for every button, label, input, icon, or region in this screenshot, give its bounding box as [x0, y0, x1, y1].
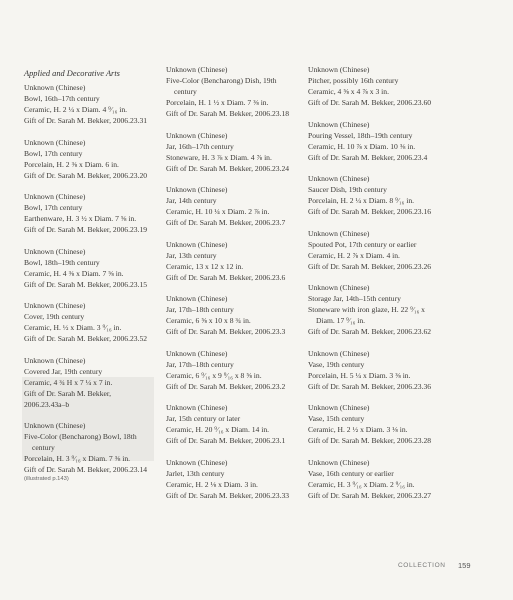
artist-name: Unknown (Chinese)	[308, 283, 370, 292]
catalog-entry	[166, 457, 296, 501]
catalog-entry	[166, 130, 296, 174]
object-title: Five-Color (Bencharong) Bowl, 18th century	[24, 432, 137, 452]
artist-name: Unknown (Chinese)	[166, 185, 228, 194]
credit-line: Gift of Dr. Sarah M. Bekker, 2006.23.33	[166, 490, 290, 500]
credit-line: Gift of Dr. Sarah M. Bekker,	[24, 388, 112, 398]
credit-line: Gift of Dr. Sarah M. Bekker, 2006.23.15	[24, 279, 148, 289]
object-medium-dimensions: Ceramic, 13 x 12 x 12 in.	[166, 261, 244, 271]
catalog-entry	[24, 246, 154, 290]
object-title: Pouring Vessel, 18th–19th century	[308, 130, 413, 140]
object-title: Vase, 16th century or earlier	[308, 468, 394, 478]
catalog-entry	[24, 82, 154, 126]
credit-line: Gift of Dr. Sarah M. Bekker, 2006.23.19	[24, 225, 148, 234]
object-title: Jar, 15th century or later	[166, 414, 241, 423]
catalog-entry	[308, 119, 438, 163]
object-title: Vase, 19th century	[308, 359, 365, 369]
object-medium-dimensions: Ceramic, H. 20 ⁹⁄₁₆ x Diam. 14 in.	[166, 425, 270, 434]
object-medium-dimensions: Earthenware, H. 3 ½ x Diam. 7 ⅝ in.	[24, 214, 137, 223]
object-medium-dimensions: Ceramic, H. 4 ⅜ x Diam. 7 ⅝ in.	[24, 268, 124, 278]
object-title: Jar, 14th century	[166, 196, 217, 205]
object-medium-dimensions: Stoneware with iron glaze, H. 22 ⁹⁄₁₆ x Diam. 17 ⁹⁄₁₆ in.	[308, 305, 425, 325]
catalog-entry	[308, 228, 438, 272]
object-title: Jar, 17th–18th century	[166, 359, 234, 369]
credit-line: Gift of Dr. Sarah M. Bekker, 2006.23.18	[166, 109, 290, 118]
artist-name: Unknown (Chinese)	[308, 174, 370, 183]
credit-line: Gift of Dr. Sarah M. Bekker, 2006.23.24	[166, 163, 290, 173]
object-title: Pitcher, possibly 16th century	[308, 76, 399, 85]
section-title: Applied and Decorative Arts	[24, 69, 120, 78]
credit-line: Gift of Dr. Sarah M. Bekker, 2006.23.28	[308, 436, 432, 445]
footer-label: COLLECTION	[398, 562, 446, 569]
object-title: Bowl, 17th century	[24, 148, 83, 158]
object-medium-dimensions: Porcelain, H. 2 ¼ x Diam. 8 ⁹⁄₁₆ in.	[308, 196, 415, 205]
catalog-entry	[308, 173, 438, 217]
object-medium-dimensions: Ceramic, 4 ⅝ x 4 ⅞ x 3 in.	[308, 87, 389, 96]
credit-line: Gift of Dr. Sarah M. Bekker, 2006.23.27	[308, 490, 432, 500]
object-title: Covered Jar, 19th century	[24, 366, 103, 376]
catalog-entry	[24, 355, 154, 410]
object-title: Jar, 17th–18th century	[166, 305, 234, 314]
object-title: Storage Jar, 14th–15th century	[308, 294, 401, 303]
column-2	[166, 64, 296, 511]
object-title: Vase, 15th century	[308, 414, 365, 423]
artist-name: Unknown (Chinese)	[24, 192, 86, 201]
object-medium-dimensions: Stoneware, H. 3 ⅞ x Diam. 4 ⅞ in.	[166, 152, 272, 162]
object-title: Bowl, 17th century	[24, 203, 83, 212]
artist-name: Unknown (Chinese)	[308, 348, 370, 358]
catalog-entry	[24, 300, 154, 344]
artist-name: Unknown (Chinese)	[24, 83, 86, 92]
catalog-entry	[308, 64, 438, 108]
object-title: Jar, 13th century	[166, 250, 217, 260]
catalog-entry	[308, 402, 438, 446]
artist-name: Unknown (Chinese)	[166, 130, 228, 140]
object-medium-dimensions: Ceramic, 6 ⁹⁄₁₆ x 9 ⁹⁄₁₆ x 8 ⅝ in.	[166, 370, 262, 380]
artist-name: Unknown (Chinese)	[308, 119, 370, 129]
object-title: Jarlet, 13th century	[166, 468, 225, 478]
catalog-entry	[308, 457, 438, 501]
credit-line: Gift of Dr. Sarah M. Bekker, 2006.23.7	[166, 218, 286, 227]
catalog-entry	[166, 402, 296, 446]
catalog-entry	[166, 348, 296, 392]
credit-line: Gift of Dr. Sarah M. Bekker, 2006.23.62	[308, 327, 432, 336]
object-title: Saucer Dish, 19th century	[308, 185, 387, 194]
catalog-entry	[24, 137, 154, 181]
object-medium-dimensions: Porcelain, H. 5 ¼ x Diam. 3 ⅜ in.	[308, 370, 411, 380]
catalog-entry	[308, 282, 438, 337]
credit-line: Gift of Dr. Sarah M. Bekker, 2006.23.1	[166, 436, 286, 445]
credit-line: Gift of Dr. Sarah M. Bekker, 2006.23.31	[24, 116, 148, 125]
credit-line: Gift of Dr. Sarah M. Bekker, 2006.23.36	[308, 381, 432, 391]
object-medium-dimensions: Ceramic, H. ½ x Diam. 3 ⁹⁄₁₆ in.	[24, 323, 122, 332]
catalog-entry	[308, 348, 438, 392]
illustration-reference: (illustrated p.143)	[24, 476, 69, 482]
credit-line: Gift of Dr. Sarah M. Bekker, 2006.23.2	[166, 381, 286, 391]
catalog-entry	[166, 184, 296, 228]
credit-line: Gift of Dr. Sarah M. Bekker, 2006.23.52	[24, 334, 148, 343]
object-title: Jar, 16th–17th century	[166, 141, 234, 151]
credit-line: Gift of Dr. Sarah M. Bekker, 2006.23.20	[24, 170, 148, 180]
object-title: Spouted Pot, 17th century or earlier	[308, 239, 417, 249]
artist-name: Unknown (Chinese)	[166, 239, 228, 249]
artist-name: Unknown (Chinese)	[166, 457, 228, 467]
catalog-entry	[24, 191, 154, 235]
artist-name: Unknown (Chinese)	[166, 403, 228, 412]
object-medium-dimensions: Ceramic, 6 ⅝ x 10 x 8 ¾ in.	[166, 316, 251, 325]
artist-name: Unknown (Chinese)	[308, 65, 370, 74]
catalog-entry	[166, 293, 296, 337]
credit-line: Gift of Dr. Sarah M. Bekker, 2006.23.26	[308, 261, 432, 271]
object-medium-dimensions: Ceramic, H. 3 ⁹⁄₁₆ x Diam. 2 ⁹⁄₁₆ in.	[308, 479, 415, 489]
object-medium-dimensions: Ceramic, 4 ¾ H x 7 ¼ x 7 in.	[24, 377, 113, 387]
artist-name: Unknown (Chinese)	[308, 228, 370, 238]
credit-line: Gift of Dr. Sarah M. Bekker, 2006.23.14	[24, 465, 148, 474]
object-title: Cover, 19th century	[24, 312, 85, 321]
catalog-entry	[166, 64, 296, 119]
artist-name: Unknown (Chinese)	[166, 65, 228, 74]
page-number: 159	[458, 561, 471, 570]
column-1	[24, 68, 154, 495]
object-title: Bowl, 18th–19th century	[24, 257, 100, 267]
artist-name: Unknown (Chinese)	[166, 294, 228, 303]
object-medium-dimensions: Ceramic, H. 2 ¼ x Diam. 4 ⁹⁄₁₆ in.	[24, 105, 128, 114]
credit-line: Gift of Dr. Sarah M. Bekker, 2006.23.6	[166, 272, 286, 282]
artist-name: Unknown (Chinese)	[308, 457, 370, 467]
object-medium-dimensions: Ceramic, H. 2 ⅛ x Diam. 3 in.	[166, 479, 258, 489]
artist-name: Unknown (Chinese)	[24, 246, 86, 256]
object-title: Five-Color (Bencharong) Dish, 19th century	[166, 76, 277, 96]
artist-name: Unknown (Chinese)	[166, 348, 228, 358]
artist-name: Unknown (Chinese)	[24, 137, 86, 147]
credit-line: Gift of Dr. Sarah M. Bekker, 2006.23.4	[308, 152, 428, 162]
credit-line: Gift of Dr. Sarah M. Bekker, 2006.23.3	[166, 327, 286, 336]
object-medium-dimensions: Porcelain, H. 3 ⁹⁄₁₆ x Diam. 7 ⅜ in.	[24, 454, 131, 463]
object-medium-dimensions: Ceramic, H. 2 ⅞ x Diam. 4 in.	[308, 250, 400, 260]
credit-line: 2006.23.43a–b	[24, 399, 70, 409]
object-medium-dimensions: Porcelain, H. 1 ½ x Diam. 7 ⅜ in.	[166, 98, 269, 107]
column-3	[308, 64, 438, 511]
catalog-entry	[24, 420, 154, 484]
object-medium-dimensions: Ceramic, H. 10 ⅞ x Diam. 10 ⅜ in.	[308, 141, 416, 151]
object-medium-dimensions: Porcelain, H. 2 ⅜ x Diam. 6 in.	[24, 159, 119, 169]
credit-line: Gift of Dr. Sarah M. Bekker, 2006.23.16	[308, 207, 432, 216]
artist-name: Unknown (Chinese)	[24, 421, 86, 430]
credit-line: Gift of Dr. Sarah M. Bekker, 2006.23.60	[308, 98, 432, 107]
object-title: Bowl, 16th–17th century	[24, 94, 100, 103]
object-medium-dimensions: Ceramic, H. 2 ½ x Diam. 3 ⅛ in.	[308, 425, 408, 434]
object-medium-dimensions: Ceramic, H. 10 ¼ x Diam. 2 ⅞ in.	[166, 207, 270, 216]
artist-name: Unknown (Chinese)	[24, 355, 86, 365]
artist-name: Unknown (Chinese)	[24, 301, 86, 310]
artist-name: Unknown (Chinese)	[308, 403, 370, 412]
catalog-entry	[166, 239, 296, 283]
